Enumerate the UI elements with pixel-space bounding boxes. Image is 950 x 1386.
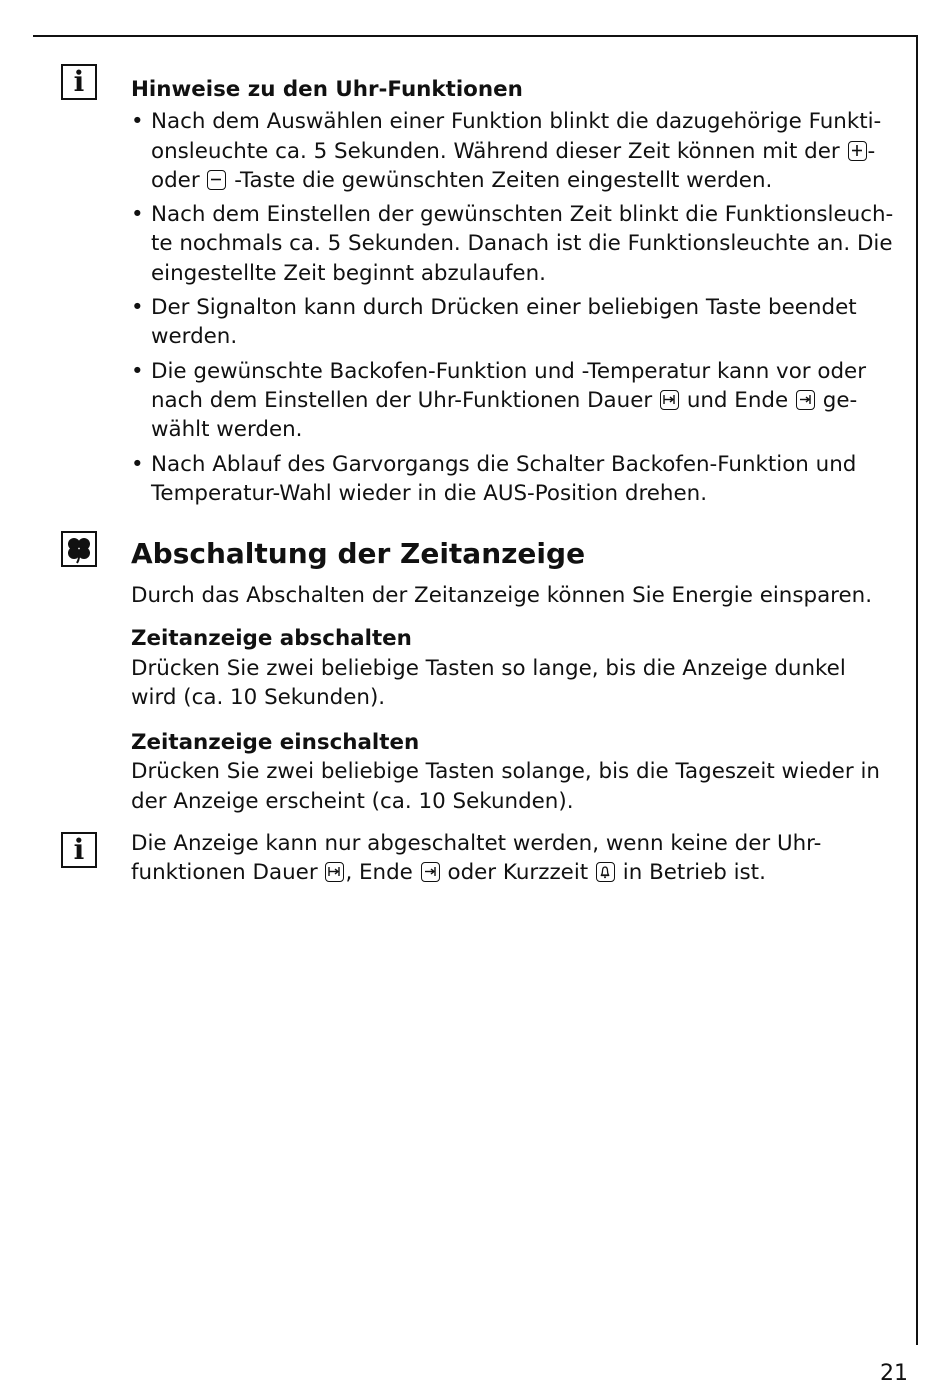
clock-notes	[131, 75, 896, 513]
right-rule	[916, 35, 918, 1345]
plus-key-icon	[848, 141, 867, 161]
notes-list	[131, 107, 896, 508]
list-item: • Nach dem Auswählen einer Funktion blinkt die dazugehörige Funkti-onsleuchte ca. 5 Sekunden. Während dieser Zeit können mit der - oder -Taste die gewünschten Zeiten eingestellt werden.	[131, 107, 896, 195]
final-note: Die Anzeige kann nur abgeschaltet werden, wenn keine der Uhr-funktionen Dauer , Ende oder Kurzzeit in Betrieb ist.	[131, 831, 822, 886]
minus-key-icon	[207, 170, 226, 190]
list-item: • Der Signalton kann durch Drücken einer beliebigen Taste beendet werden.	[131, 293, 896, 352]
list-item: • Nach dem Einstellen der gewünschten Zeit blinkt die Funktionsleuch-te nochmals ca. 5 Sekunden. Danach ist die Funktionsleuchte an. Die eingestellte Zeit beginnt abzulaufen.	[131, 200, 896, 288]
page-number: 21	[880, 1361, 908, 1386]
section-title: Abschaltung der Zeitanzeige	[131, 537, 586, 570]
text-display-on: Drücken Sie zwei beliebige Tasten solange, bis die Tageszeit wieder in der Anzeige erscheint (ca. 10 Sekunden).	[131, 759, 880, 814]
subheading-display-on: Zeitanzeige einschalten	[131, 730, 420, 756]
duration-key-icon	[660, 390, 679, 410]
list-item: • Nach Ablauf des Garvorgangs die Schalter Backofen-Funktion und Temperatur-Wahl wieder in die AUS-Position drehen.	[131, 450, 896, 509]
info-icon: i	[61, 64, 97, 100]
duration-key-icon	[325, 862, 344, 882]
list-item: • Die gewünschte Backofen-Funktion und -Temperatur kann vor oder nach dem Einstellen der Uhr-Funktionen Dauer und Ende ge-wählt werden.	[131, 357, 896, 445]
end-key-icon	[796, 390, 815, 410]
timer-bell-key-icon	[596, 862, 615, 882]
display-off-section	[131, 537, 896, 816]
notes-heading: Hinweise zu den Uhr-Funktionen	[131, 77, 523, 102]
section-intro: Durch das Abschalten der Zeitanzeige können Sie Energie einsparen.	[131, 583, 873, 608]
info-icon: i	[61, 832, 97, 868]
clover-icon	[61, 531, 97, 567]
text-display-off: Drücken Sie zwei beliebige Tasten so lange, bis die Anzeige dunkel wird (ca. 10 Sekunden).	[131, 655, 846, 710]
top-rule	[33, 35, 918, 37]
subheading-display-off: Zeitanzeige abschalten	[131, 626, 412, 652]
end-key-icon	[421, 862, 440, 882]
